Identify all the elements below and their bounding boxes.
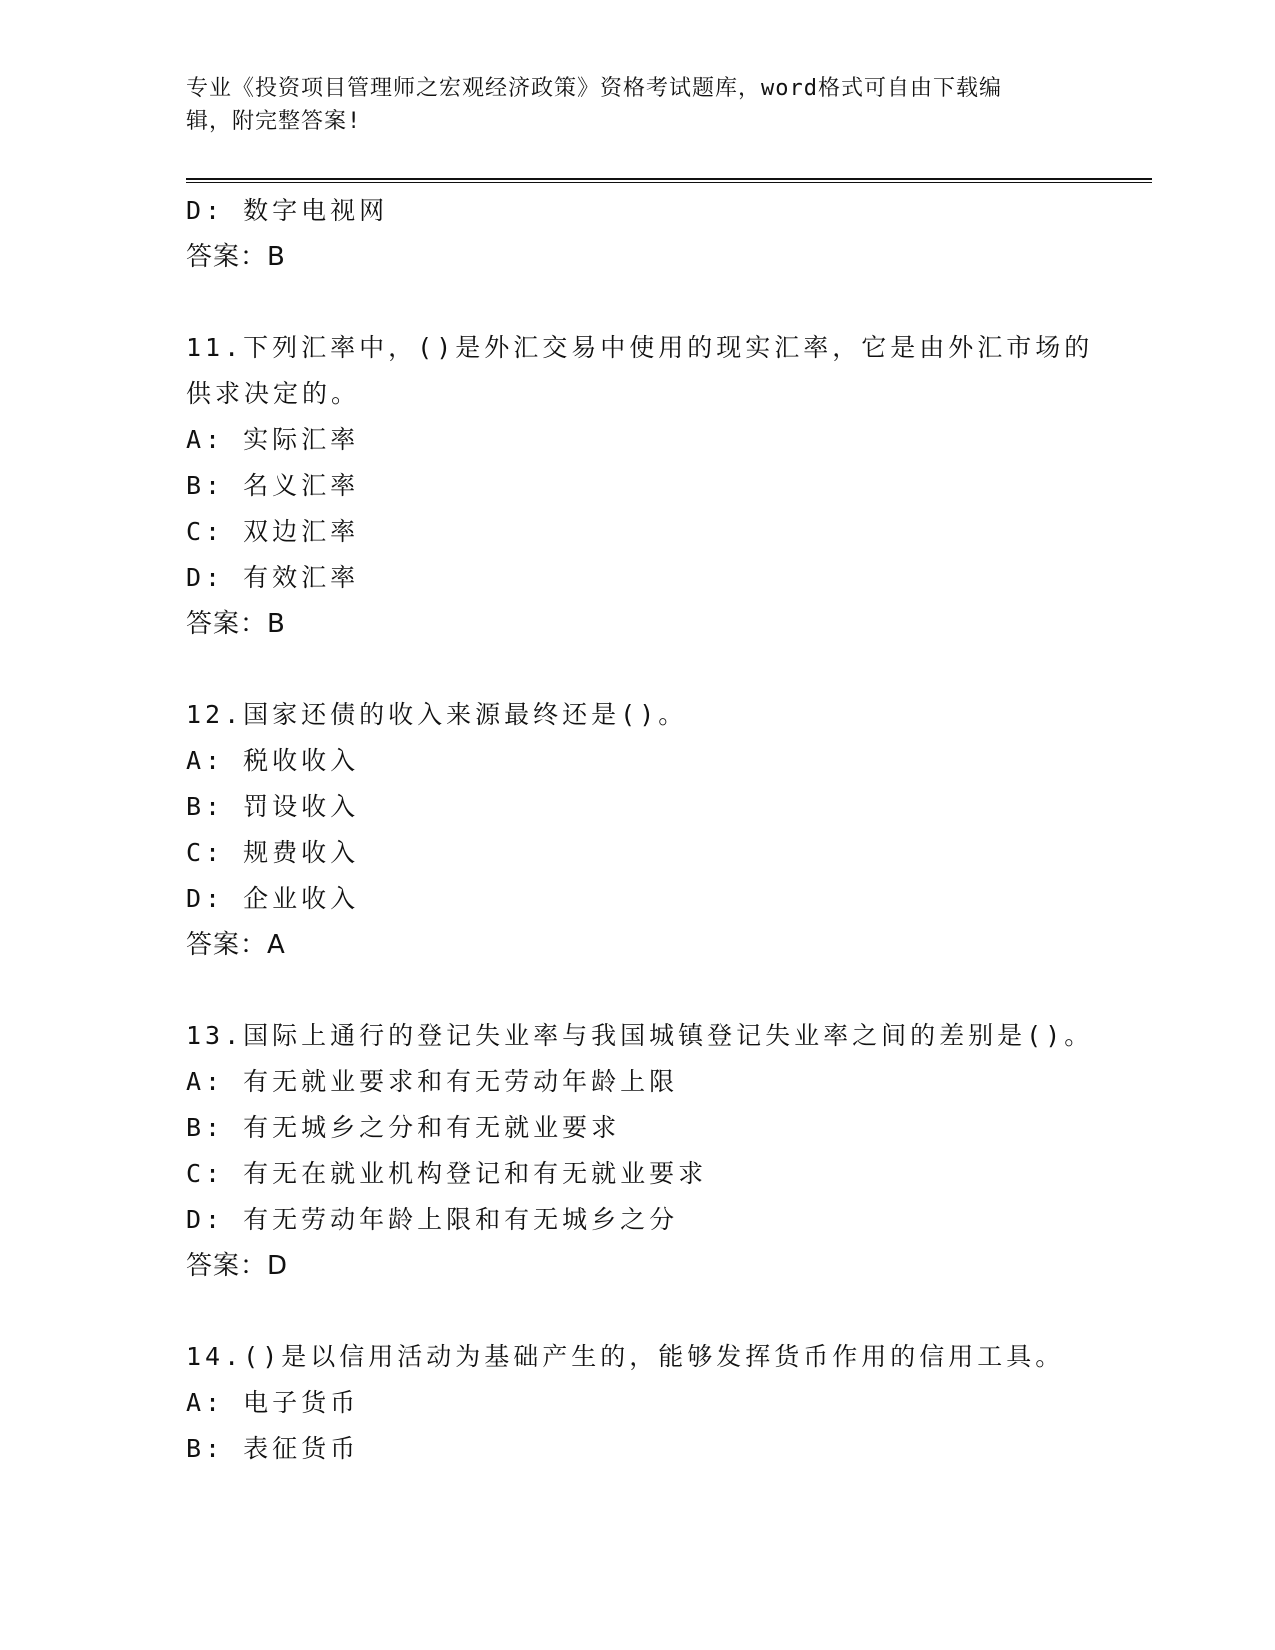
option-a: A: 税收收入 <box>186 746 360 775</box>
option-c: C: 规费收入 <box>186 838 360 867</box>
question-list <box>186 188 1094 1472</box>
spacer <box>186 280 1086 325</box>
header-divider-thick <box>186 178 1152 180</box>
question-13 <box>186 1013 1094 1289</box>
option-b: B: 表征货币 <box>186 1434 360 1463</box>
option-b: B: 名义汇率 <box>186 471 360 500</box>
option-d: D: 数字电视网 <box>186 196 389 225</box>
answer-line: 答案：B <box>186 242 286 272</box>
spacer <box>186 647 1086 692</box>
header-divider-thin <box>186 182 1152 183</box>
question-stem: 13.国际上通行的登记失业率与我国城镇登记失业率之间的差别是()。 <box>186 1021 1094 1050</box>
question-stem: 14.()是以信用活动为基础产生的，能够发挥货币作用的信用工具。 <box>186 1342 1065 1371</box>
answer-line: 答案：B <box>186 609 286 639</box>
header-line-2: 辑，附完整答案! <box>186 109 362 134</box>
option-c: C: 有无在就业机构登记和有无就业要求 <box>186 1159 708 1188</box>
spacer <box>186 1289 1086 1334</box>
spacer <box>186 968 1086 1013</box>
question-stem: 11.下列汇率中，()是外汇交易中使用的现实汇率，它是由外汇市场的 <box>186 333 1094 362</box>
option-d: D: 有无劳动年龄上限和有无城乡之分 <box>186 1205 679 1234</box>
question-stem-continued: 供求决定的。 <box>186 379 361 408</box>
previous-question-tail <box>186 188 1086 280</box>
question-12 <box>186 692 1086 968</box>
question-stem: 12.国家还债的收入来源最终还是()。 <box>186 700 688 729</box>
option-d: D: 有效汇率 <box>186 563 360 592</box>
option-b: B: 有无城乡之分和有无就业要求 <box>186 1113 621 1142</box>
option-c: C: 双边汇率 <box>186 517 360 546</box>
answer-line: 答案：A <box>186 930 286 960</box>
option-a: A: 有无就业要求和有无劳动年龄上限 <box>186 1067 679 1096</box>
option-b: B: 罚设收入 <box>186 792 360 821</box>
option-d: D: 企业收入 <box>186 884 360 913</box>
document-header <box>186 72 1086 138</box>
question-11 <box>186 325 1094 647</box>
option-a: A: 电子货币 <box>186 1388 360 1417</box>
header-line-1: 专业《投资项目管理师之宏观经济政策》资格考试题库，word格式可自由下载编 <box>186 76 1002 101</box>
answer-line: 答案：D <box>186 1251 289 1281</box>
question-14 <box>186 1334 1086 1472</box>
option-a: A: 实际汇率 <box>186 425 360 454</box>
